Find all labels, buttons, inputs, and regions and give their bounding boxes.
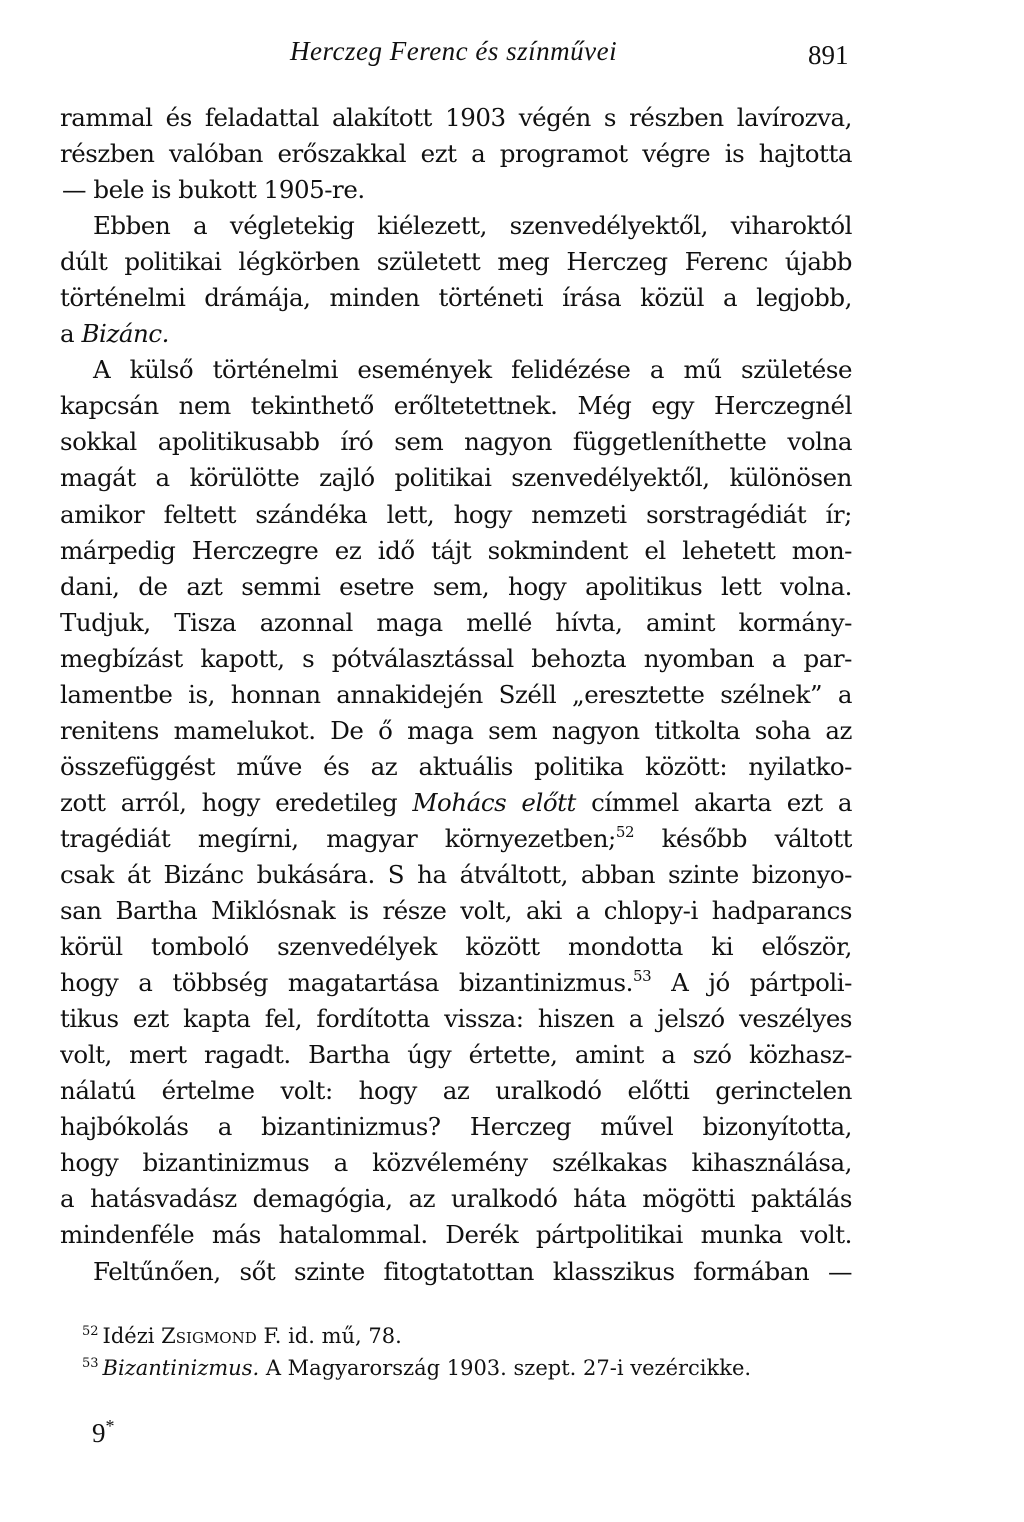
text-line: Ebben a végletekig kiélezett, szenvedélyektől, viharoktól xyxy=(93,211,852,241)
text-line xyxy=(60,316,852,352)
text-line: dúlt politikai légkörben született meg Herczeg Ferenc újabb xyxy=(60,247,852,277)
text-line: hogy bizantinizmus a közvélemény szélkakas kihasználása, xyxy=(60,1148,852,1178)
body-text xyxy=(60,100,852,1290)
text-line: mindenféle más hatalommal. Derék pártpolitikai munka volt. xyxy=(60,1220,852,1250)
text-fragment: A jó pártpoli- xyxy=(651,968,852,998)
text-line xyxy=(60,821,852,857)
footnote-mark: 53 xyxy=(82,1356,99,1371)
text-line: volt, mert ragadt. Bartha úgy értette, amint a szó közhasz- xyxy=(60,1040,852,1070)
footnote-reference: 53 xyxy=(632,967,652,986)
signature-star: * xyxy=(105,1416,115,1436)
text-line: Feltűnően, sőt szinte fitogtatottan klasszikus formában — xyxy=(93,1256,852,1286)
text-line: rammal és feladattal alakított 1903 végén s részben lavírozva, xyxy=(60,103,852,132)
text-line: san Bartha Miklósnak is része volt, aki a chlopy-i hadparancs xyxy=(60,896,852,926)
text-line: a hatásvadász demagógia, az uralkodó háta mögötti paktálás xyxy=(60,1184,852,1214)
text-line: nálatú értelme volt: hogy az uralkodó előtti gerinctelen xyxy=(60,1076,852,1106)
footnote xyxy=(82,1320,842,1352)
text-line: renitens mamelukot. De ő maga sem nagyon titkolta soha az xyxy=(60,715,852,745)
text-line: lamentbe is, honnan annakidején Széll „eresztette szélnek” a xyxy=(60,679,852,709)
footnote-text: F. id. mű, 78. xyxy=(256,1324,402,1348)
text-line: magát a körülötte zajló politikai szenvedélyektől, különösen xyxy=(60,463,852,493)
text-line: amikor feltett szándéka lett, hogy nemzeti sorstragédiát ír; xyxy=(60,499,852,529)
printer-signature-mark xyxy=(92,1418,115,1449)
text-fragment: címmel akarta ezt a xyxy=(575,787,852,817)
text-line: hajbókolás a bizantinizmus? Herczeg művel bizonyította, xyxy=(60,1112,852,1142)
text-line: csak át Bizánc bukására. S ha átváltott, abban szinte bizonyo- xyxy=(60,859,852,889)
footnote-text: Idézi xyxy=(102,1324,162,1348)
footnotes xyxy=(82,1320,842,1384)
text-line: történelmi drámája, minden történeti írása közül a legjobb, xyxy=(60,283,852,313)
signature-number: 9 xyxy=(92,1418,106,1448)
text-line xyxy=(60,785,852,821)
text-line: sokkal apolitikusabb író sem nagyon függetleníthette volna xyxy=(60,427,852,457)
page-number: 891 xyxy=(808,40,849,70)
text-line: körül tomboló szenvedélyek között mondotta ki először, xyxy=(60,932,852,962)
work-title-mohacs-elott: Mohács előtt xyxy=(412,787,576,817)
text-line: A külső történelmi események felidézése a mű születése xyxy=(93,355,852,385)
text-line: tikus ezt kapta fel, fordította vissza: hiszen a jelszó veszélyes xyxy=(60,1004,852,1034)
footnote-author: Zsigmond xyxy=(161,1324,257,1348)
text-fragment: tragédiát megírni, magyar környezetben; xyxy=(60,823,616,853)
text-line: — bele is bukott 1905-re. xyxy=(62,175,365,205)
text-line: összefüggést műve és az aktuális politika között: nyilatko- xyxy=(60,751,852,781)
text-line: dani, de azt semmi esetre sem, hogy apolitikus lett volna. xyxy=(60,571,852,601)
text-line: márpedig Herczegre ez idő tájt sokmindent el lehetett mon- xyxy=(60,535,852,565)
running-title: Herczeg Ferenc és színművei xyxy=(290,36,618,66)
running-head xyxy=(0,36,1024,76)
text-line: részben valóban erőszakkal ezt a programot végre is hajtotta xyxy=(60,139,852,169)
text-line: Tudjuk, Tisza azonnal maga mellé hívta, amint kormány- xyxy=(60,607,852,637)
text-fragment: a xyxy=(60,319,82,349)
footnote-mark: 52 xyxy=(82,1324,99,1339)
work-title-bizanc: Bizánc. xyxy=(81,319,169,349)
footnote-reference: 52 xyxy=(615,822,635,841)
text-line: kapcsán nem tekinthető erőltetettnek. Még egy Herczegnél xyxy=(60,391,852,421)
footnote xyxy=(82,1352,842,1384)
text-fragment: később váltott xyxy=(634,823,852,853)
footnote-text: A Magyarország 1903. szept. 27-i vezércikke. xyxy=(259,1356,752,1380)
text-line xyxy=(60,965,852,1001)
text-fragment: zott arról, hogy eredetileg xyxy=(60,787,413,817)
footnote-title: Bizantinizmus. xyxy=(102,1356,260,1380)
text-fragment: hogy a többség magatartása bizantinizmus. xyxy=(60,968,633,998)
text-line: megbízást kapott, s pótválasztással behozta nyomban a par- xyxy=(60,643,852,673)
